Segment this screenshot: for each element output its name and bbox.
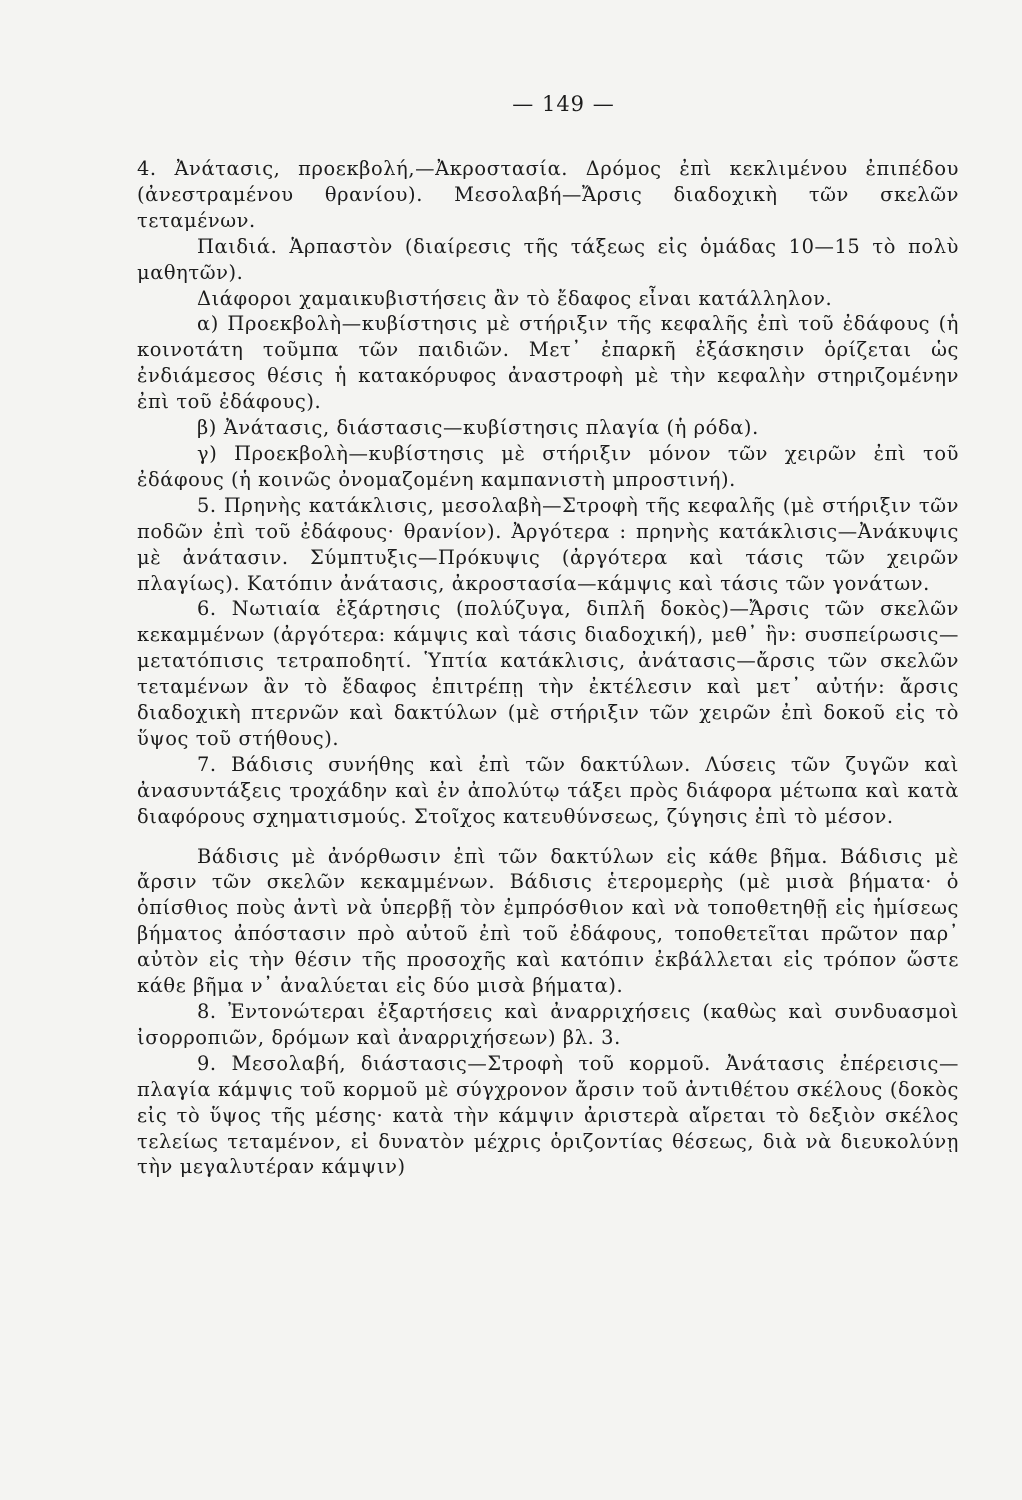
body-text	[137, 156, 959, 1180]
paragraph-item-4: 4. Ἀνάτασις, προεκβολή,—Ἀκροστασία. Δρόμος ἐπὶ κεκλιμένου ἐπιπέδου (ἀνεστραμένου θρανίου). Μεσολαβή—Ἄρσις διαδοχικὴ τῶν σκελῶν τεταμένων.	[137, 157, 959, 232]
paragraph-alpha: α) Προεκβολὴ—κυβίστησις μὲ στήριξιν τῆς κεφαλῆς ἐπὶ τοῦ ἐδάφους (ἡ κοινοτάτη τοῦμπα τῶν παιδιῶν. Μετ᾽ ἐπαρκῆ ἐξάσκησιν ὁρίζεται ὡς ἐνδιάμεσος θέσις ἡ κατακόρυφος ἀναστροφὴ μὲ τὴν κεφαλὴν στηριζομένην ἐπὶ τοῦ ἐδάφους).	[137, 312, 959, 414]
paragraph-item-6: 6. Νωτιαία ἐξάρτησις (πολύζυγα, διπλῆ δοκὸς)—Ἄρσις τῶν σκελῶν κεκαμμένων (ἀργότερα: κάμψις καὶ τάσις διαδοχική), μεθ᾽ ἣν: συσπείρωσις—μετατόπισις τετραποδητί. Ὑπτία κατάκλισις, ἀνάτασις—ἄρσις τῶν σκελῶν τεταμένων ἂν τὸ ἔδαφος ἐπιτρέπῃ τὴν ἐκτέλεσιν καὶ μετ᾽ αὐτήν: ἄρσις διαδοχικὴ πτερνῶν καὶ δακτύλων (μὲ στήριξιν τῶν χειρῶν ἐπὶ δοκοῦ εἰς τὸ ὕψος τοῦ στήθους).	[137, 597, 959, 750]
page-number: — 149 —	[512, 92, 615, 116]
paragraph-gamma: γ) Προεκβολὴ—κυβίστησις μὲ στήριξιν μόνον τῶν χειρῶν ἐπὶ τοῦ ἐδάφους (ἡ κοινῶς ὀνομαζομένη καμπανιστὴ μπροστινή).	[137, 441, 959, 491]
paragraph-walking: Βάδισις μὲ ἀνόρθωσιν ἐπὶ τῶν δακτύλων εἰς κάθε βῆμα. Βάδισις μὲ ἄρσιν τῶν σκελῶν κεκαμμένων. Βάδισις ἑτερομερὴς (μὲ μισὰ βήματα· ὁ ὀπίσθιος ποὺς ἀντὶ νὰ ὑπερβῇ τὸν ἐμπρόσθιον καὶ νὰ τοποθετηθῇ εἰς ἡμίσεως βήματος ἀπόστασιν πρὸ αὐτοῦ ἐπὶ τοῦ ἐδάφους, τοποθετεῖται πρῶτον παρ᾽ αὐτὸν εἰς τὴν θέσιν τῆς προσοχῆς καὶ κατόπιν ἐκβάλλεται εἰς τρόπον ὥστε κάθε βῆμα ν᾽ ἀναλύεται εἰς δύο μισὰ βήματα).	[137, 844, 959, 998]
paragraph-item-9: 9. Μεσολαβή, διάστασις—Στροφὴ τοῦ κορμοῦ. Ἀνάτασις ἐπέρεισις—πλαγία κάμψις τοῦ κορμοῦ μὲ σύγχρονον ἄρσιν τοῦ ἀντιθέτου σκέλους (δοκὸς εἰς τὸ ὕψος τῆς μέσης· κατὰ τὴν κάμψιν ἀριστερὰ αἴρεται τὸ δεξιὸν σκέλος τελείως τεταμένον, εἰ δυνατὸν μέχρις ὁριζοντίας θέσεως, διὰ νὰ διευκολύνῃ τὴν μεγαλυτέραν κάμψιν)	[137, 1051, 959, 1179]
paragraph-beta: β) Ἀνάτασις, διάστασις—κυβίστησις πλαγία (ἡ ρόδα).	[197, 416, 759, 440]
paragraph-item-8: 8. Ἐντονώτεραι ἐξαρτήσεις καὶ ἀναρριχήσεις (καθὼς καὶ συνδυασμοὶ ἰσορροπιῶν, δρόμων καὶ ἀναρριχήσεων) βλ. 3.	[137, 1000, 959, 1049]
paragraph-rolls: Διάφοροι χαμαικυβιστήσεις ἂν τὸ ἔδαφος εἶναι κατάλληλον.	[197, 286, 833, 310]
paragraph-games: Παιδιά. Ἁρπαστὸν (διαίρεσις τῆς τάξεως εἰς ὁμάδας 10—15 τὸ πολὺ μαθητῶν).	[137, 234, 959, 284]
paragraph-item-5: 5. Πρηνὴς κατάκλισις, μεσολαβὴ—Στροφὴ τῆς κεφαλῆς (μὲ στήριξιν τῶν ποδῶν ἐπὶ τοῦ ἐδάφους· θρανίον). Ἀργότερα : πρηνὴς κατάκλισις—Ἀνάκυψις μὲ ἀνάτασιν. Σύμπτυξις—Πρόκυψις (ἀργότερα καὶ τάσις τῶν χειρῶν πλαγίως). Κατόπιν ἀνάτασις, ἀκροστασία—κάμψις καὶ τάσις τῶν γονάτων.	[137, 493, 959, 595]
paragraph-item-7: 7. Βάδισις συνήθης καὶ ἐπὶ τῶν δακτύλων. Λύσεις τῶν ζυγῶν καὶ ἀνασυντάξεις τροχάδην καὶ ἐν ἀπολύτῳ τάξει πρὸς διάφορα μέτωπα καὶ κατὰ διαφόρους σχηματισμούς. Στοῖχος κατευθύνσεως, ζύγησις ἐπὶ τὸ μέσον.	[137, 752, 959, 828]
